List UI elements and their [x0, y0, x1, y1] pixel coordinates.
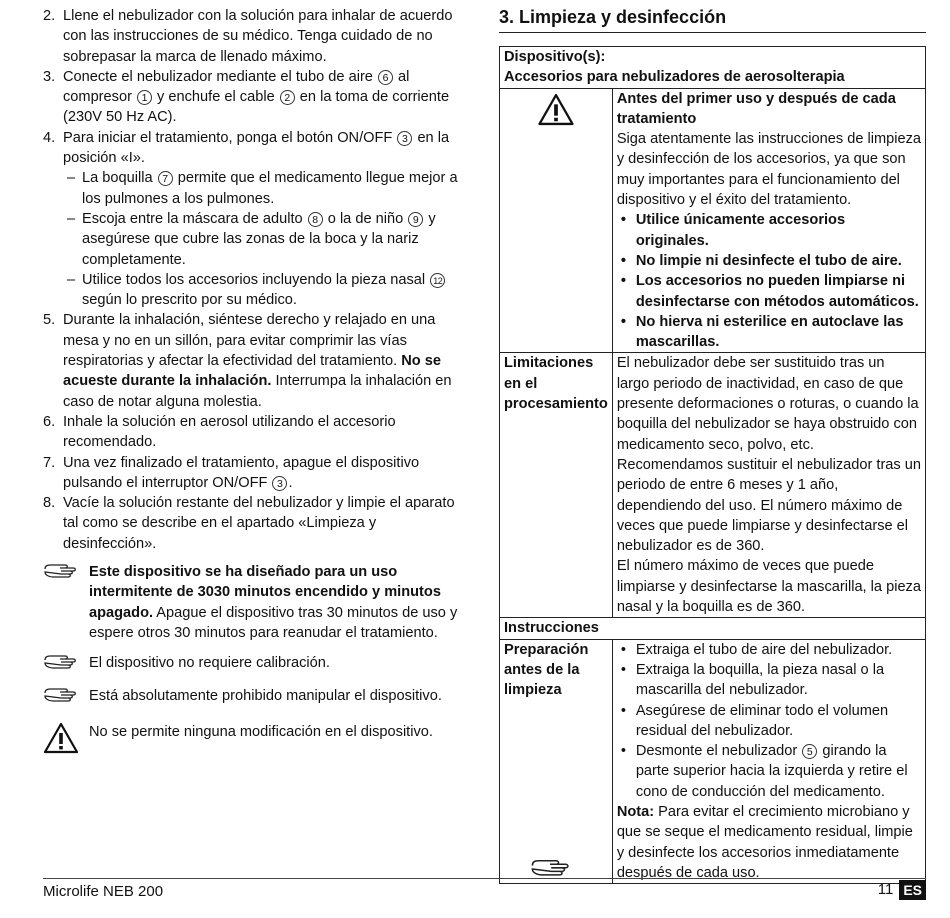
left-column	[43, 6, 473, 742]
page-number: 11	[877, 881, 894, 898]
callout-number: 1	[137, 90, 152, 105]
preparation-bullets	[617, 640, 921, 802]
step-5: 5. Durante la inhalación, siéntese derecho y relajado en una mesa y no en un sillón, para evitar comprimir las vías respiratorias y afectar la efectividad del tratamiento. No se acueste durante la inhalación. Interrumpa la inhalación en caso de notar alguna molestia.	[43, 312, 452, 410]
list-item: • Desmonte el nebulizador 5 girando la parte superior hacia la izquierda y retire el cono de conducción del medicamento.	[617, 741, 921, 802]
footer-product: Microlife NEB 200	[43, 883, 164, 900]
step-4: 4. Para iniciar el tratamiento, ponga el botón ON/OFF 3 en la posición «I». – La boquilla 7 permite que el medicamento llegue mejor a los pulmones a los pulmones. – Escoja entre la máscara de adulto 8 o la de niño 9 y asegúrese que cubre las zonas de la boca y la nariz completamente. – Utilice todos los accesorios incluyendo la pieza nasal 12 según lo prescrito por su médico.	[43, 128, 473, 311]
pointing-hand-icon	[43, 653, 77, 673]
callout-number: 9	[408, 212, 423, 227]
pointing-hand-icon	[43, 686, 77, 706]
cleaning-table	[499, 46, 926, 884]
limitations-cell: El nebulizador debe ser sustituido tras un largo periodo de inactividad, en caso de que presente deformaciones o roturas, o cuando la boquilla del nebulizador se haya obstruido con medicamento seco, polvo, etc. Recomendamos sustituir el nebulizador tras un periodo de entre 6 meses y 1 año, dependiendo del uso. El número máximo de veces que puede limpiarse y desinfectarse el nebulizador es de 360. El número máximo de veces que puede limpiarse y desinfectarse la mascarilla, la pieza nasal y la boquilla es de 360.	[612, 353, 925, 618]
list-item: • Extraiga el tubo de aire del nebulizador.	[617, 640, 921, 660]
callout-number: 7	[158, 171, 173, 186]
warning-modification: No se permite ninguna modificación en el dispositivo.	[43, 722, 473, 742]
section-title: 3. Limpieza y desinfección	[499, 6, 926, 33]
list-item: • No limpie ni desinfecte el tubo de aire.	[617, 251, 921, 271]
step-4-sub-1: – La boquilla 7 permite que el medicamento llegue mejor a los pulmones a los pulmones.	[63, 168, 473, 209]
footer-divider	[43, 878, 926, 879]
first-use-bullets	[617, 210, 921, 352]
preparation-note: Nota: Para evitar el crecimiento microbiano y que se seque el medicamento residual, limpie y desinfecte los accesorios inmediatamente después de cada uso.	[616, 803, 913, 881]
first-use-title: Antes del primer uso y después de cada tratamiento	[616, 90, 896, 127]
list-item: • Utilice únicamente accesorios originales.	[617, 210, 921, 251]
callout-number: 6	[378, 70, 393, 85]
right-column	[499, 6, 926, 884]
limitations-label: Limitaciones en el procesamiento	[500, 353, 613, 618]
list-item: • Asegúrese de eliminar todo el volumen residual del nebulizador.	[617, 701, 921, 742]
first-use-cell: Antes del primer uso y después de cada tratamiento Siga atentamente las instrucciones de limpieza y desinfección de los accesorios, ya que son muy importantes para el funcionamiento del dispositivo y el éxito del tratamiento. • Utilice únicamente accesorios originales. • No limpie ni desinfecte el tubo de aire. • Los accesorios no pueden limpiarse ni desinfectarse con métodos automáticos. • No hierva ni esterilice en autoclave las mascarillas.	[612, 88, 925, 353]
step-3: 3. Conecte el nebulizador mediante el tubo de aire 6 al compresor 1 y enchufe el cable 2 en la toma de corriente (230V 50 Hz AC).	[43, 68, 450, 126]
note-intermittent-use: Este dispositivo se ha diseñado para un uso intermitente de 3030 minutos encendido y minutos apagado. Apague el dispositivo tras 30 minutos de uso y espere otros 30 minutos para reanudar el tratamiento.	[43, 562, 473, 643]
step-2: 2. Llene el nebulizador con la solución para inhalar de acuerdo con las instrucciones de su médico. Tenga cuidado de no sobrepasar la marca de llenado máximo.	[43, 8, 453, 65]
pointing-hand-icon	[43, 562, 77, 582]
callout-number: 8	[308, 212, 323, 227]
instruction-steps	[43, 6, 473, 554]
step-6: 6. Inhale la solución en aerosol utilizando el accesorio recomendado.	[43, 413, 396, 451]
callout-number: 12	[430, 273, 445, 288]
list-item: • Extraiga la boquilla, la pieza nasal o la mascarilla del nebulizador.	[617, 660, 921, 701]
callout-number: 3	[272, 476, 287, 491]
warning-triangle-icon	[537, 93, 575, 126]
callout-number: 2	[280, 90, 295, 105]
step-4-sublist	[63, 168, 473, 310]
warning-triangle-icon	[43, 722, 79, 754]
note-manipulation: Está absolutamente prohibido manipular el dispositivo.	[43, 686, 473, 706]
step-4-sub-3: – Utilice todos los accesorios incluyendo la pieza nasal 12 según lo prescrito por su médico.	[63, 270, 473, 311]
step-8: 8. Vacíe la solución restante del nebulizador y limpie el aparato tal como se describe en el apartado «Limpieza y desinfección».	[43, 495, 455, 552]
callout-number: 3	[397, 131, 412, 146]
step-4-sub-2: – Escoja entre la máscara de adulto 8 o la de niño 9 y asegúrese que cubre las zonas de la boca y la nariz completamente.	[63, 209, 473, 270]
note-calibration: El dispositivo no requiere calibración.	[43, 653, 473, 673]
list-item: • Los accesorios no pueden limpiarse ni desinfectarse con métodos automáticos.	[617, 271, 921, 312]
callout-number: 5	[802, 744, 817, 759]
list-item: • No hierva ni esterilice en autoclave las mascarillas.	[617, 312, 921, 353]
footer-page	[878, 880, 926, 900]
preparation-label-cell: Preparación antes de la limpieza	[500, 639, 613, 884]
step-7: 7. Una vez finalizado el tratamiento, apague el dispositivo pulsando el interruptor ON/OFF 3 .	[43, 454, 420, 491]
instructions-label: Instrucciones	[500, 618, 926, 639]
warning-cell	[500, 88, 613, 353]
table-header: Dispositivo(s): Accesorios para nebulizadores de aerosolterapia	[500, 47, 926, 89]
language-badge: ES	[899, 880, 926, 900]
preparation-cell	[612, 639, 925, 884]
